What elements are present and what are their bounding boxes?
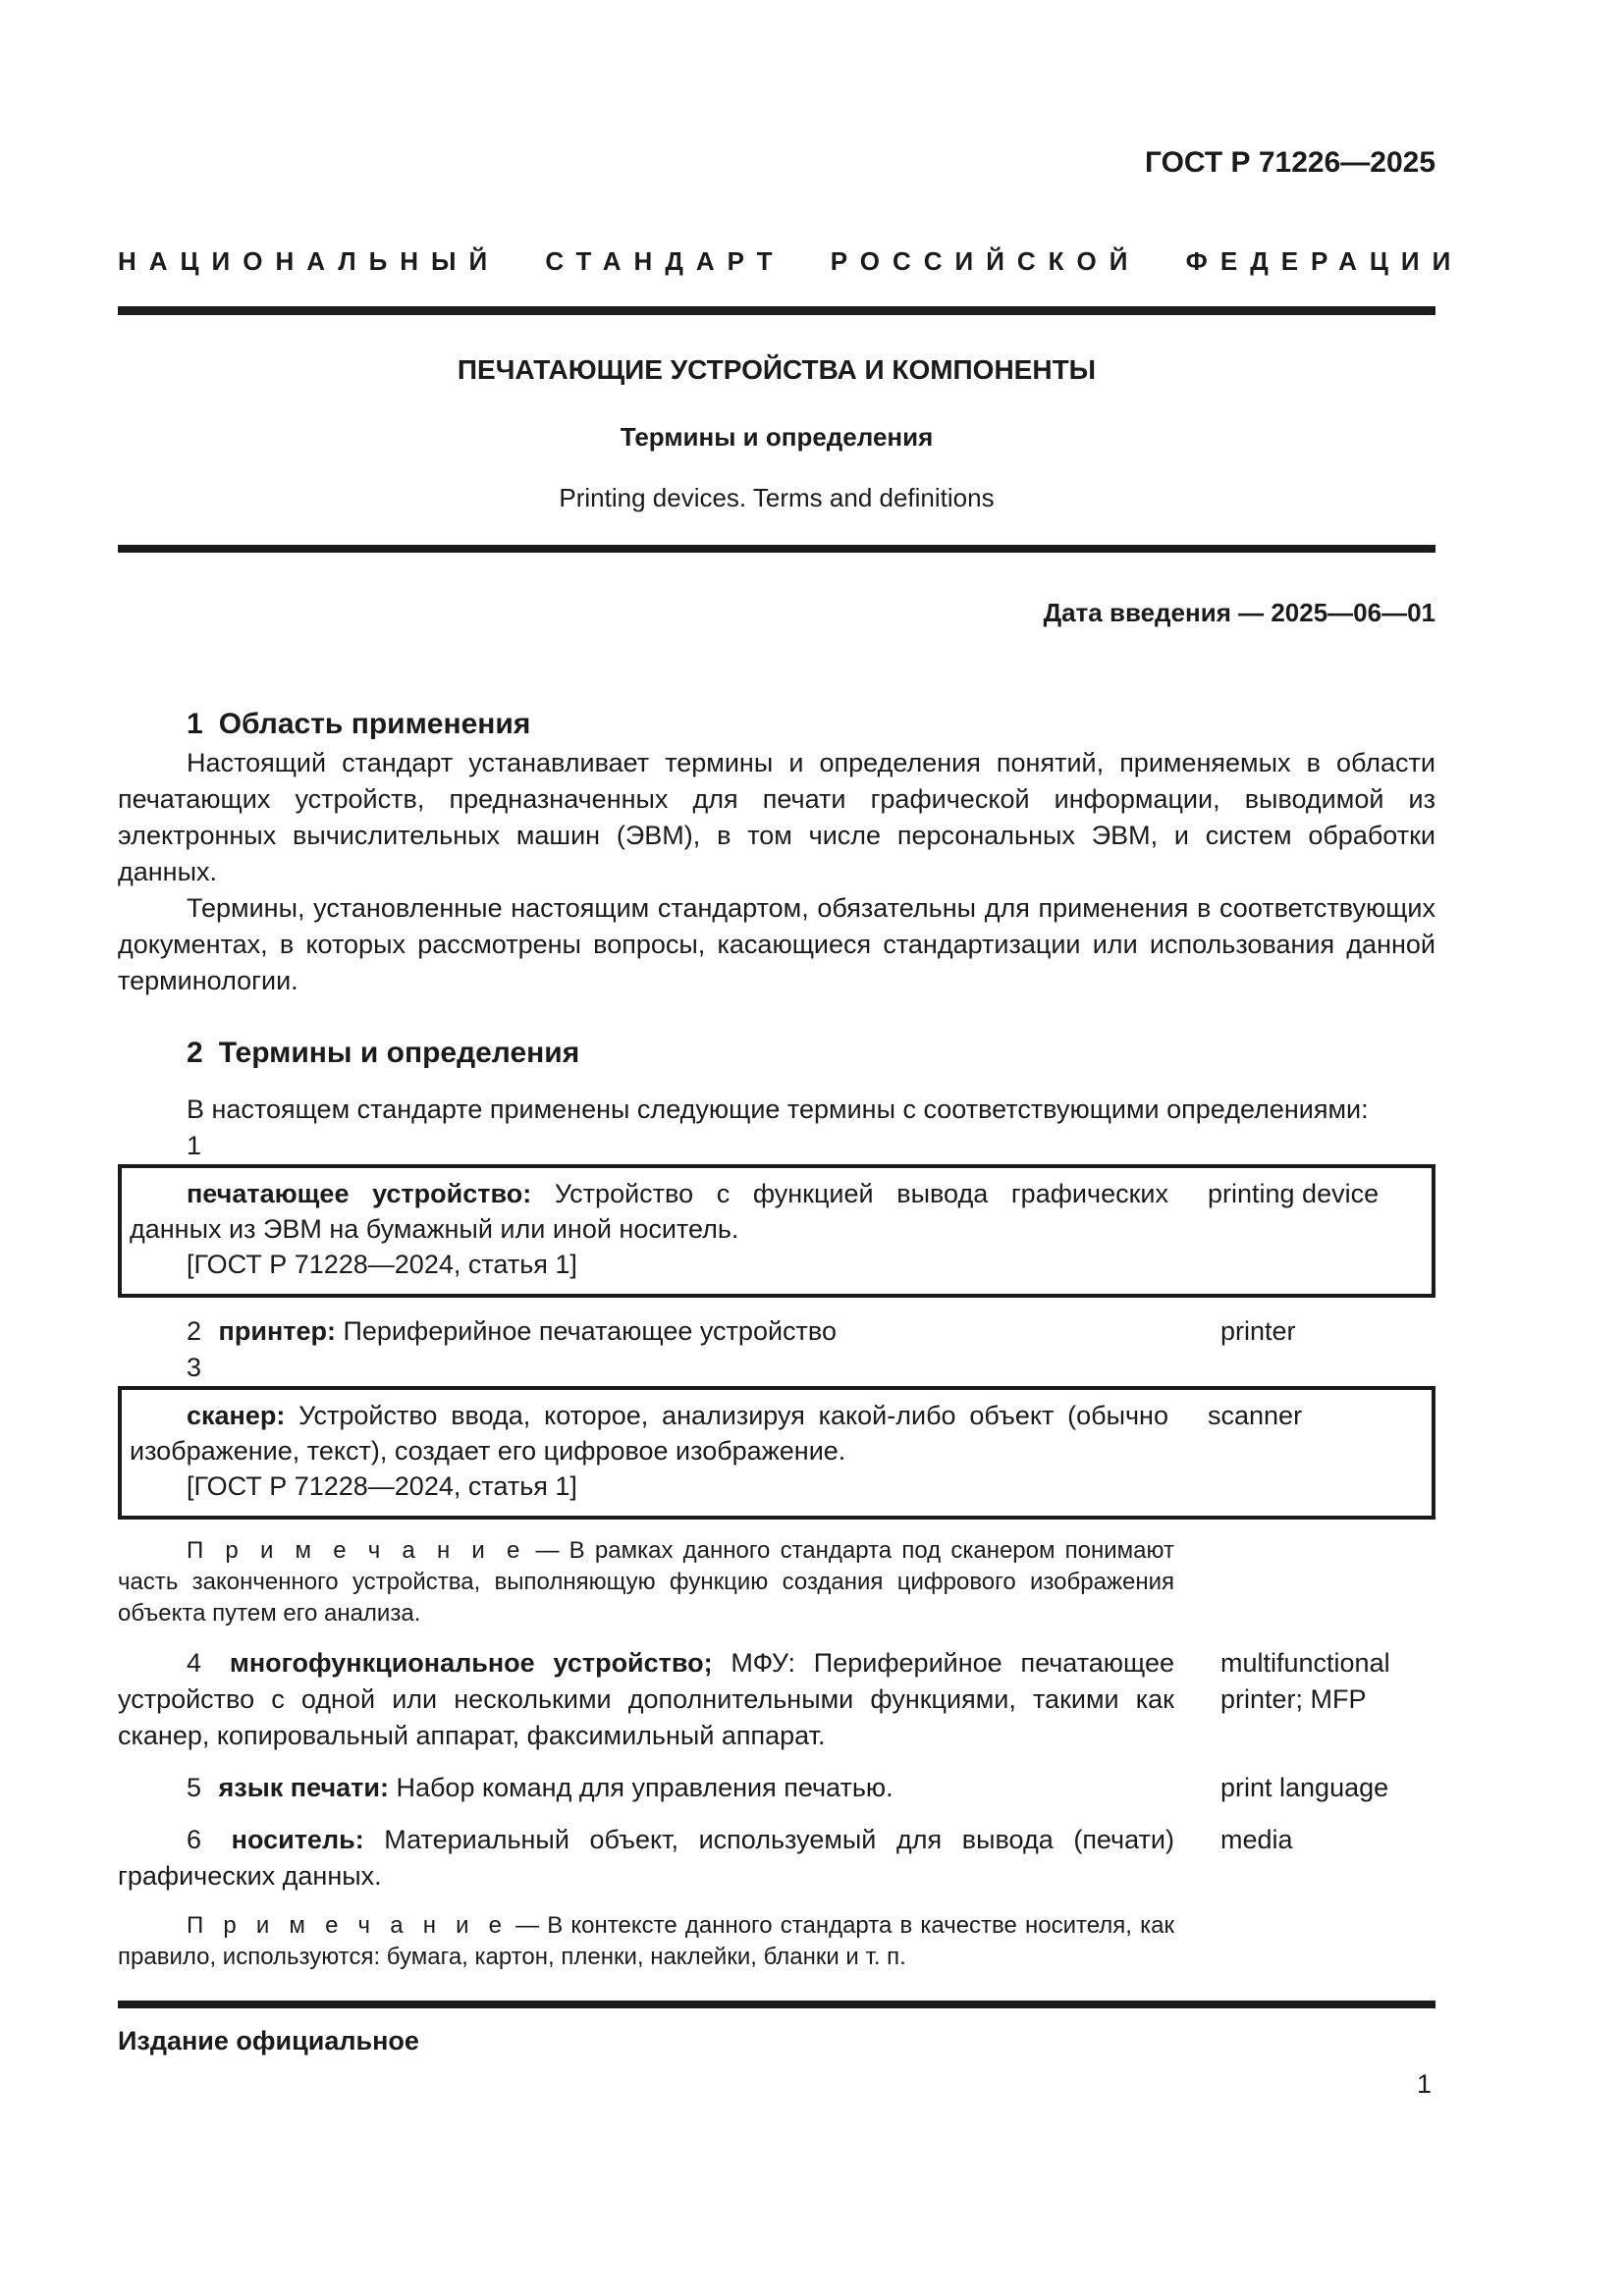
document-subtitle: Термины и определения: [620, 422, 934, 452]
term-definition: печатающее устройство: Устройство с функцией вывода графических данных из ЭВМ на бумажный или иной носитель.: [130, 1179, 1168, 1244]
term-number: 4: [187, 1648, 202, 1678]
term-box: [118, 1164, 1435, 1298]
term-name: сканер:: [187, 1401, 286, 1430]
term-english-equivalent: print language: [1220, 1773, 1389, 1802]
footer-rule: [118, 2001, 1435, 2008]
term-entry: [118, 1313, 1435, 1350]
term-number: 6: [187, 1825, 202, 1854]
edition-note: Издание официальное: [118, 2026, 419, 2056]
section-2-title: Термины и определения: [218, 1037, 580, 1069]
term-english-equivalent: printing device: [1208, 1179, 1380, 1208]
term-name: язык печати:: [218, 1773, 389, 1802]
section-1-number: 1: [187, 708, 203, 740]
section-2-intro: В настоящем стандарте применены следующие термины с соответствующими определениями:: [187, 1095, 1369, 1124]
divider-rule-top: [118, 306, 1435, 315]
term-note: П р и м е ч а н и е — В контексте данного стандарта в качестве носителя, как правило, используются: бумага, картон, пленки, наклейки, бланки и т. п.: [118, 1912, 1174, 1970]
section-2-heading: [187, 1033, 1435, 1074]
term-english-equivalent: scanner: [1208, 1401, 1303, 1430]
effective-date: Дата введения — 2025—06—01: [1043, 598, 1435, 627]
term-entry: [118, 1770, 1435, 1806]
term-definition: сканер: Устройство ввода, которое, анализируя какой-либо объект (обычно изображение, текст), создает его цифровое изображение.: [130, 1401, 1168, 1466]
term-definition: 5 язык печати: Набор команд для управления печатью.: [187, 1773, 893, 1802]
term-english-equivalent: media: [1220, 1825, 1293, 1854]
term-number-line: 1: [187, 1131, 202, 1160]
term-box: [118, 1386, 1435, 1520]
doc-code-header: ГОСТ Р 71226—2025: [1144, 146, 1435, 179]
note-label: П р и м е ч а н и е: [187, 1912, 508, 1939]
term-name: носитель:: [231, 1825, 364, 1854]
term-english-equivalent: multifunctional printer; MFP: [1220, 1648, 1390, 1714]
term-definition-column: [130, 1398, 1168, 1504]
term-number-line: 3: [187, 1353, 202, 1382]
term-row: [130, 1176, 1424, 1282]
term-name: многофункциональное устройство;: [229, 1648, 713, 1678]
section-1-paragraph-2: Термины, установленные настоящим стандартом, обязательны для применения в соответствующих документах, в которых рассмотрены вопросы, касающиеся стандартизации или использования данной терминологии.: [118, 893, 1435, 995]
term-definition: 2 принтер: Периферийное печатающее устройство: [187, 1316, 837, 1346]
term-definition-column: [118, 1770, 1174, 1806]
section-1-heading: [187, 704, 1435, 745]
note-label: П р и м е ч а н и е: [187, 1537, 526, 1564]
term-definition-column: [118, 1822, 1174, 1895]
term-row: [118, 1645, 1435, 1754]
document-title: ПЕЧАТАЮЩИЕ УСТРОЙСТВА И КОМПОНЕНТЫ: [457, 354, 1097, 385]
document-subtitle-en: Printing devices. Terms and definitions: [559, 483, 995, 512]
term-english-equivalent: printer: [1220, 1316, 1296, 1346]
term-row: [118, 1313, 1435, 1350]
term-source-reference: [ГОСТ Р 71228—2024, статья 1]: [187, 1471, 577, 1501]
term-name: печатающее устройство:: [187, 1179, 532, 1208]
term-source-reference: [ГОСТ Р 71228—2024, статья 1]: [187, 1250, 577, 1279]
term-row: [130, 1398, 1424, 1504]
page-number: 1: [1416, 2069, 1432, 2099]
term-entry: [118, 1645, 1435, 1754]
term-number: 5: [187, 1773, 202, 1802]
divider-rule-title: [118, 545, 1435, 553]
section-1-paragraph-1: Настоящий стандарт устанавливает термины и определения понятий, применяемых в области печатающих устройств, предназначенных для печати графической информации, выводимой из электронных вычислительных машин (ЭВМ), в том числе персональных ЭВМ, и систем обработки данных.: [118, 748, 1435, 886]
term-entry: [118, 1822, 1435, 1895]
term-definition: 4 многофункциональное устройство; МФУ: Периферийное печатающее устройство с одной или несколькими дополнительными функциями, такими как сканер, копировальный аппарат, факсимильный аппарат.: [118, 1648, 1174, 1750]
standard-type-line: НАЦИОНАЛЬНЫЙ СТАНДАРТ РОССИЙСКОЙ ФЕДЕРАЦИИ: [118, 246, 1464, 276]
term-definition-column: [118, 1645, 1174, 1754]
section-1-title: Область применения: [218, 708, 531, 740]
terms-list: [118, 1128, 1435, 1973]
term-row: [118, 1770, 1435, 1806]
section-2-number: 2: [187, 1037, 203, 1069]
term-row: [118, 1822, 1435, 1895]
term-definition-column: [130, 1176, 1168, 1282]
term-name: принтер:: [218, 1316, 336, 1346]
term-number: 2: [187, 1316, 202, 1346]
term-definition: 6 носитель: Материальный объект, используемый для вывода (печати) графических данных.: [118, 1825, 1174, 1891]
term-definition-column: [118, 1313, 1174, 1350]
term-note: П р и м е ч а н и е — В рамках данного стандарта под сканером понимают часть законченного устройства, выполняющую функцию создания цифрового изображения объекта путем его анализа.: [118, 1537, 1174, 1627]
